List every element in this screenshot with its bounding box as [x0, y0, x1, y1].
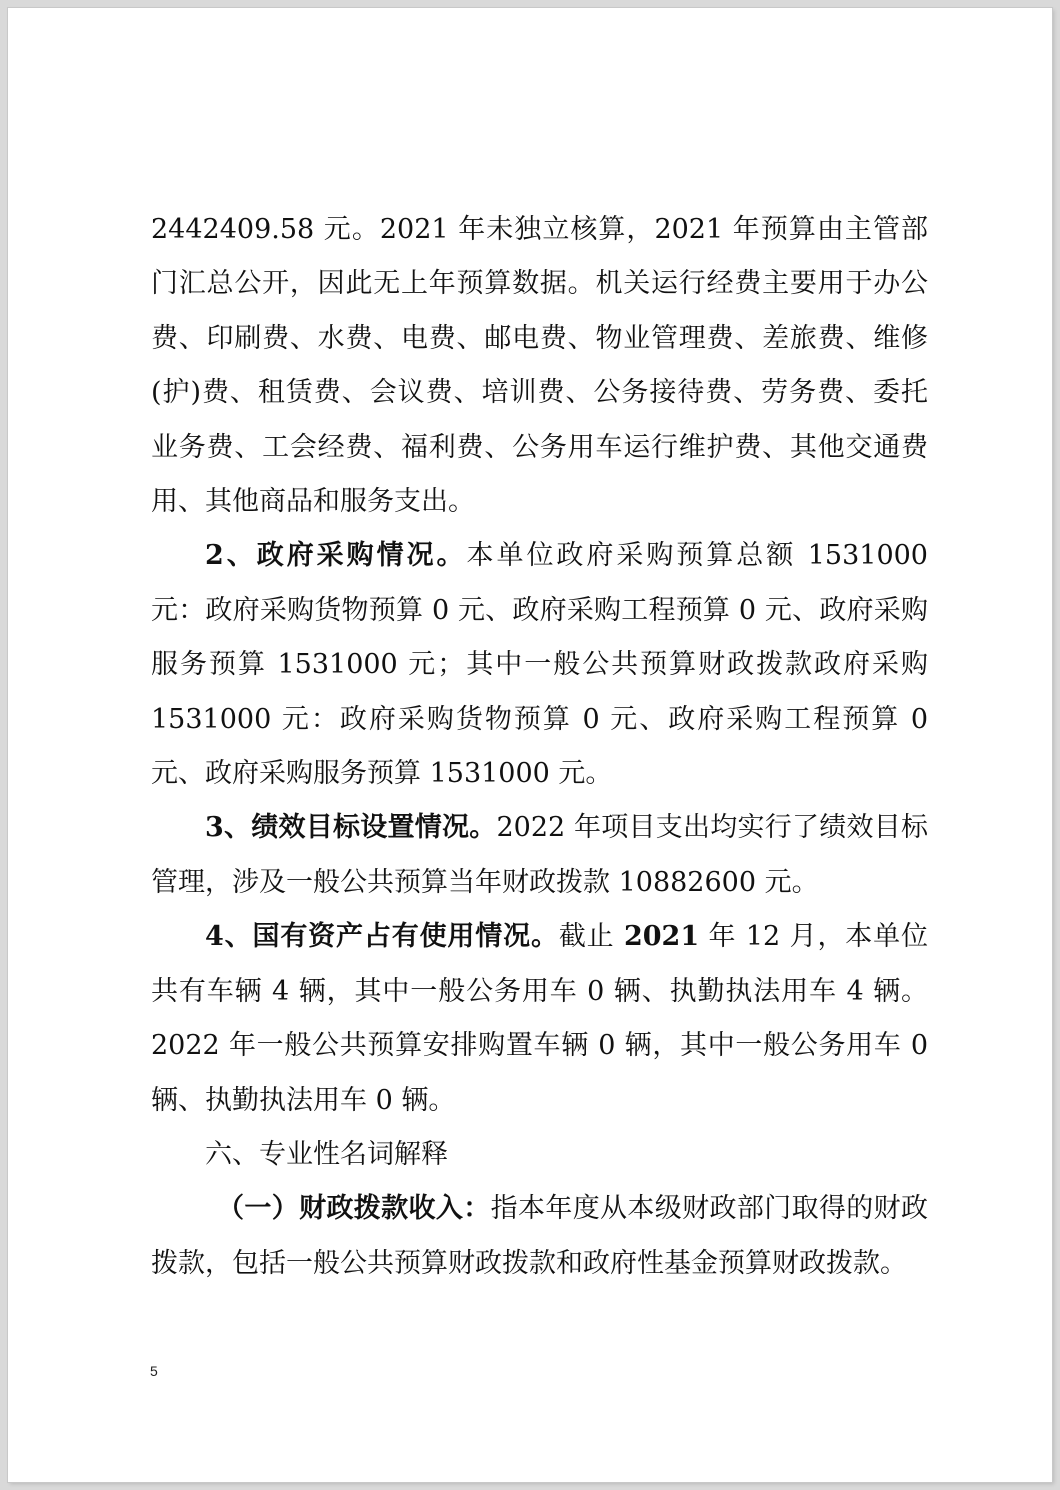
- term-heading: （一）财政拨款收入：: [217, 1193, 491, 1225]
- bold-year: 2021: [623, 921, 700, 953]
- paragraph-government-procurement: [151, 529, 928, 801]
- section-heading: 3、绩效目标设置情况。: [205, 812, 497, 844]
- section-heading: 六、专业性名词解释: [205, 1138, 448, 1170]
- section-heading: 4、国有资产占有使用情况。: [205, 921, 559, 953]
- page-number: 5: [150, 1363, 158, 1379]
- paragraph-text: 指本年度从本级财政部门取得的财政拨款，包括一般公共预算财政拨款和政府性基金预算财政拨款。: [151, 1193, 929, 1279]
- paragraph-fiscal-appropriation-income: [151, 1182, 928, 1291]
- body-text: [151, 203, 928, 1291]
- paragraph-performance-targets: [151, 801, 928, 910]
- section-title-terms: [151, 1128, 928, 1182]
- paragraph-text: 本单位政府采购预算总额 1531000 元：政府采购货物预算 0 元、政府采购工程预算 0 元、政府采购服务预算 1531000 元；其中一般公共预算财政拨款政府采购 1531000 元：政府采购货物预算 0 元、政府采购工程预算 0 元、政府采购服务预算 1531000 元。: [151, 540, 928, 790]
- paragraph-operating-expenses: [151, 203, 928, 529]
- paragraph-state-assets: [151, 910, 928, 1128]
- paragraph-text: 截止: [558, 921, 624, 953]
- paragraph-text: 2442409.58 元。2021 年未独立核算，2021 年预算由主管部门汇总公开，因此无上年预算数据。机关运行经费主要用于办公费、印刷费、水费、电费、邮电费、物业管理费、差旅费、维修(护)费、租赁费、会议费、培训费、公务接待费、劳务费、委托业务费、工会经费、福利费、公务用车运行维护费、其他交通费用、其他商品和服务支出。: [151, 214, 928, 518]
- section-heading: 2、政府采购情况。: [205, 540, 467, 572]
- document-page: [8, 8, 1052, 1482]
- paragraph-text: 2022 年项目支出均实行了绩效目标管理，涉及一般公共预算当年财政拨款 10882600 元。: [151, 812, 928, 898]
- paragraph-text: 年 12 月，本单位共有车辆 4 辆，其中一般公务用车 0 辆、执勤执法用车 4 辆。2022 年一般公共预算安排购置车辆 0 辆，其中一般公务用车 0 辆、执勤执法用车 0 辆。: [151, 921, 928, 1116]
